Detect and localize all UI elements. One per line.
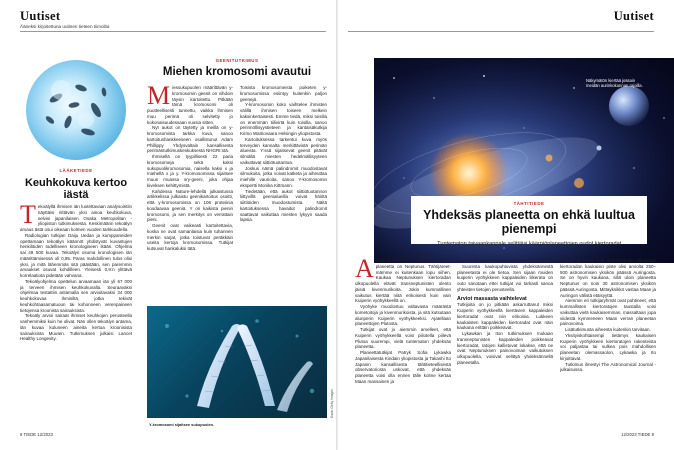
right-kicker: TÄHTITIEDE [513,201,545,206]
mid-paragraph: Nyt aukot on täytetty ja meillä on y-kromosomista tarkka kuva, sanoo kartoitushankkeeseen osallistunut Adam Phillippy Yhdysvaltain kansallisesta perimäntutkimuskeskuksesta NHGRI:stä. [147,125,233,154]
left-paragraph: Tekoäly arvioi sairaat ihmiset keuhkojen perusteella vanhemmiksi kuin he olivat. Nän ollen tekoälyn antama, iän kuvaa kuluneen aineita kertoa kroonisista sairauksista Muuten. Tutkimuksen julkaisi Lancet Healthy Longevity. [20,313,132,342]
section-title-right: Uutiset [613,9,654,23]
left-paragraph: Radiologian tutkijan Daiju Uedan ja kumppaneiden opettamaan tekoälyn käännöt yhdistyvät kuvantujen henkilöiden todelliseen kronologiseen ikään. Ohjelma sai 49 500 kuvaa. Tekoälyn osuma kronologisen iän määrittämisessä oli 0,95. Paras mahdollinen tulos olisi yksi, ja mitä lähemmäs sitä päästään, sen paremmin arvaukset osuvat kohdilleen. Yleisesti 0,9:n ylittävä korrelaatiota pidetään vahvana. [20,232,132,278]
mid-paragraph: Tiedetään, että aukot siittiötuotannon liittyvillä geenialueilla voivat häiritä siittiöiden muodostumista. Näitä kartoituksessa havaitut palindromit saattavat vaikuttaa miesten lykyyn saada lapsia. [240,188,327,223]
mid-paragraph: Ihmisellä on tyypillisesti 22 paria kromosomeja sekä kaksi sukupuolikromosomia, naisella kaksi x ja miehellä x ja y. Y-kromosomissa sijaitsee muun muassa sry-geeni, joka ohjaa kiveksen kehittymistä. [147,154,233,188]
section-subtitle: Ääneksi kirjoitettuna uutinen tieteen tiimoilta [20,24,110,29]
right-deck: Tuntematon taivaankappale selittäisi käärpiöplaneettojen oudot kiertoradat. [437,241,623,247]
section-title-left: Uutiset [20,9,61,23]
mid-kicker: GEENITUTKIMUS [215,58,259,63]
right-col-3 [560,258,656,428]
left-paragraph: Tekoälyllä ihmisen iän luotettavaan analysointiin näyttäisi riittävän yksi ainoa keuhkokuva, selvisi japanilaisen Osaka Metropolitan -yliopiston tutkimuksesta. Keskimäärin tekoälyn arvaus ästä osui oikeaan kolmen vuoden tarkkuudella. [20,204,132,232]
page-gutter [336,0,338,450]
right-dropcap: A [355,258,374,283]
left-headline: Keuhkokuva kertoo iästä [24,177,128,202]
left-dropcap: T [20,204,36,229]
mid-paragraph: Kartoituksessa tarkentui kuva myös terveyden kannalta merkittävistä perimän alueista. Y:ssä sijaitsevat geenit pitävät silmällä miesten hedelmällisyyteen vaikuttavat siittiötuotantoa. [240,136,327,165]
right-paragraph: Lisätutkimusta aiheesta kuitenkin tarvitaan. [565,327,651,332]
mid-col-1 [147,85,233,301]
mid-paragraph: Geenit ovat vaikeasti kartoitettavia, koska ne ovat samanlaisia kuin tuhannen merkin sarjat, jotka toistuvat peräkkäin useita kertoja kromosomissa. Tutkijat kutsuvat hankaluksi tätä. [147,223,233,251]
mid-paragraph: Y-kromosomin koko vaihtelee ihmisten välillä ihmisen toiseen melkein kaksinkertaisesti. Emme tiedä, miksi toisilla on enemmän tiilivirtä kuin toisilla, sanoo perinnöllisyystieteen ja kantaisäkutkija Kirmo Wartiovaara Helsingin yliopistosta. [240,102,327,136]
left-paragraph: Tekoälyohjelma opettelun arvaamaan iän yli 67 000 ja terveen ihmisen keuhkokuvalla. Seuraavaksi ohjelmaa testattiin antamalla sen arvioitavaksi 34 000 keuhkokuvaa ihmisiltä, jotka tekivät keuhkohtaasamatuoun tai kohonneen verenpaineen tietojensa kroonista sairauksista. [20,278,132,313]
header-rule-right [348,31,654,32]
space-photo-note: Näkymätön kiertää jossain meidän aurinkokunnan rajoilla. [586,78,643,88]
mid-paragraph: Kahdessa Nature-lehdellä julkaistussa artikkelissa julkaistu geenikartoitus osoitti, että y-kromosomissa on 106 proteiinia koodaavaa geeniä. Y on kaikista pienin kromosomi, ja sen merkitys on verrattain pieni. [147,188,233,223]
right-paragraph: kätketty kaukana aurinkokuntamme äärilaidalla. [457,258,552,263]
right-paragraph: Aiemmin eri tutkijaryhmät ovat pohtineet, että kummallisten kiertoratojen taustalla voisi vaikuttaa vielä kaukaisemman, massaltaan jopa viidestä kymmeneen Maan verran planeetan painovoima. [560,298,656,327]
left-article-body [20,204,132,426]
header-rule-left [20,31,326,32]
mid-paragraph: Joskus nämä palindromit muodostavat silmukoita, jotka voivat katketa ja aiheuttaa miehille vaurioita, sanoo Y-kromosomin ekspertti Monika Kittmann. [240,165,327,188]
bacteria-graphic [26,60,126,160]
right-paragraph: Suuresta kaukopuhtuvista yhdeksännestä planeetasta ei ole tietoa. Sen sijaan muiden kuiperin vyöhykkeen kappaleiden liikerata on outo sanotaan ettei tutkijat voi tarkasti sanoa yhteisten tietojen perusteella. [457,263,553,292]
dna-photo-caption: Y-kromosomi sijaitsee sukupuolen. [149,422,215,427]
right-subhead: Arviot massasta vaihtelevat [457,295,527,302]
right-paragraph: Tutkijat laskevat, että yhdeksännen planeetan kiertoradan kaukaisin piste olisi arviolta 250–500 astronomisen yksikön päässä Auringosta. Se on hyvin kaukana, sillä uloin planeetta Neptunus on noin 30 astronomisen yksikön päässä Auringosta. Mittayksikkö vastaa Maan ja Auringon välistä etäisyyttä. [560,258,656,298]
right-col-2 [457,258,553,428]
right-paragraph: Aurinkokuntamme uloin tunnettu planeetta on Neptunus. Tähtijäreet-mämme ei kuitenkaan lopu siihen. Kaukaa Neptunuksen kiertoradan ulkopuolella elävät transneptunisten olento jäisiä kivenmurikoita. Jokin kummallinen vaikutus kiertää niitä erikoisesti kuin vain Kuiperin vyöhykkeellä on. [355,258,451,304]
dna-photo-credit: Kuva: Getty Images [330,389,334,418]
right-paragraph: Tutkijoita on jo pitkään askarruttanut miksi Kuiperin vyöhykkeellä kiertävien kappaleiden kiertoradat ovat niin erikoisia. Lukkeen kaukaisten kappaleiden kiertoradat ovat näin kaukana erittäin poikkeavat. [457,302,553,331]
folio-right: 12/2023 TIEDE 9 [621,432,654,437]
bacteria-illustration [26,60,126,160]
left-kicker: LÄÄKETIEDE [59,168,93,173]
right-paragraph: Tutkimus ilmestyi The Astronomical Journal -julkaisussa. [560,361,656,373]
dna-photo [147,306,327,418]
right-paragraph: Planeettatutkijat Patryk Sofia Lykawka Japanilaisesta Kindain yliopistosta ja Takashi Ito Japanin kansallisesta tähtitieteellisestä observatoriosta uskovat, että yhdeksäs planeetta voisi olla ennen tälle kolme kertaa Maan massainen ja [355,350,451,384]
right-paragraph: Tutkijat ovat jo aiemmin arvelleet, että Kuiperin vyöhykkeellä voisi piilotella piilevä Plutoa suurempi, vielä tuntematon yhdeksäs planeetta. [355,327,451,350]
mid-paragraph: Toisista kromosomeista poiketen y-kromosomissa esiintyy kuitenkin paljon geenejä. [240,85,327,102]
folio-left: 8 TIEDE 12/2023 [20,432,53,437]
mid-paragraph: Miessukupuolen määrittävän y-kromosomin geenit on vihdoin täysin kartoitettu. Pitkään tämä kromosomi oli puutteellisesti tunnettu, vaikka ihmisen muu perimä oli selvitetty jo kokonaisuudessaan vuosia sitten. [147,85,233,125]
right-col-1 [355,258,451,428]
right-headline: Yhdeksäs planeetta on ehkä luultua pienempi [423,208,635,236]
right-paragraph: Vyöhyke muodostuu valtavasta määrästä kometoitoja ja kivenmurikoista, ja sitä kutsutaan alunperin Kuiperin vyöhykkeeksi. Ajatellaan planeettojen Plutosta. [355,304,451,327]
mid-col-2 [240,85,327,301]
right-paragraph: Lykawkan ja Iton tutkimuksen mukaan transneptunisten kappaleiden poikkeavat kiertoradat, ratojen kallistuvat lokakse, että ne ovat Neptunuksen painovoiman vaikutuksen ulkopuolella, voisivat selittyä yhdeksännellä planeetalla. [457,331,553,365]
chromosome-graphic [147,306,327,418]
right-paragraph: Yksityiskohtaisempi tietämys kaukaisen Kuiperin vyöhykkeen kiertoratojen rakenteista voi paljastaa tai sulkea pois mahdollisen planeetan olemassaolon, Lykawka ja Ito kirjoittavat. [560,332,656,361]
mid-dropcap: M [147,85,171,110]
mid-headline: Miehen kromosomi avautui [162,66,312,78]
